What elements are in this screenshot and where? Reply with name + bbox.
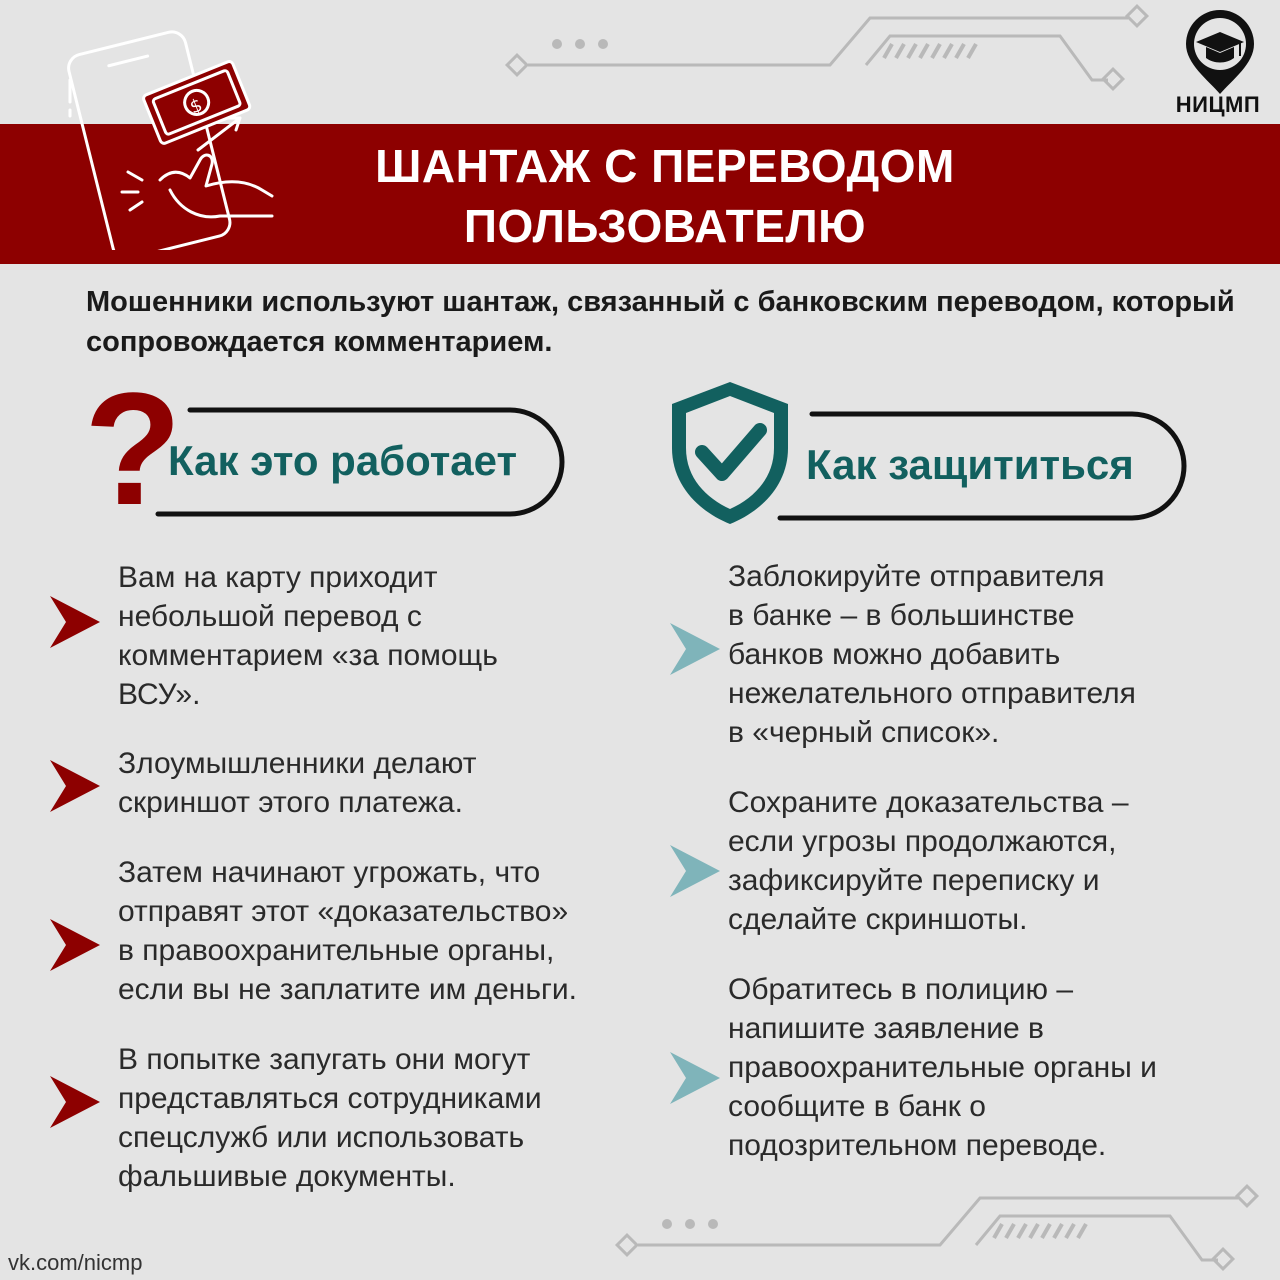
phone-money-transfer-icon: [50, 20, 280, 250]
left-item-1-line-4: ВСУ».: [118, 678, 201, 711]
right-item-3-line-3: правоохранительные органы и: [728, 1051, 1157, 1084]
left-item-3-line-4: если вы не заплатите им деньги.: [118, 973, 577, 1006]
right-item-1-line-4: нежелательного отправителя: [728, 677, 1136, 710]
logo-text: НИЦМП: [1175, 92, 1261, 117]
graduation-cap-pin-icon: [1180, 6, 1260, 98]
chevron-right-red-icon: [50, 596, 100, 648]
right-item-2-line-1: Сохраните доказательства –: [728, 786, 1129, 819]
left-item-1-line-3: комментарием «за помощь: [118, 639, 498, 672]
right-item-2-line-2: если угрозы продолжаются,: [728, 825, 1117, 858]
shield-check-icon: [666, 378, 794, 528]
left-item-1-line-2: небольшой перевод с: [118, 600, 422, 633]
chevron-right-teal-icon: [670, 845, 720, 897]
right-column-heading: Как защититься: [806, 441, 1134, 488]
right-item-3-line-1: Обратитесь в полицию –: [728, 973, 1074, 1006]
left-item-3-line-3: в правоохранительные органы,: [118, 934, 555, 967]
title-line-1: ШАНТАЖ С ПЕРЕВОДОМ: [375, 140, 955, 192]
left-column-heading: Как это работает: [168, 437, 518, 484]
right-item-1-line-5: в «черный список».: [728, 716, 1000, 749]
svg-text:?: ?: [84, 374, 182, 522]
chevron-right-red-icon: [50, 919, 100, 971]
left-item-1-line-1: Вам на карту приходит: [118, 561, 438, 594]
circuit-decoration-top: [500, 0, 1160, 100]
svg-text:$: $: [187, 94, 206, 119]
footer-link[interactable]: vk.com/nicmp: [8, 1250, 143, 1275]
chevron-right-teal-icon: [670, 623, 720, 675]
title-line-2: ПОЛЬЗОВАТЕЛЮ: [463, 200, 867, 252]
right-item-3-line-4: сообщите в банк о: [728, 1090, 986, 1123]
page-title: [290, 136, 1040, 256]
left-item-4-line-4: фальшивые документы.: [118, 1160, 456, 1193]
intro-text: Мошенники используют шантаж, связанный с банковским переводом, который сопровождается комментарием.: [86, 286, 1235, 358]
chevron-right-red-icon: [50, 1076, 100, 1128]
circuit-decoration-bottom: [610, 1180, 1280, 1280]
right-item-2-line-4: сделайте скриншоты.: [728, 903, 1028, 936]
chevron-right-red-icon: [50, 760, 100, 812]
right-item-3-line-2: напишите заявление в: [728, 1012, 1044, 1045]
right-item-2-line-3: зафиксируйте переписку и: [728, 864, 1100, 897]
left-item-4-line-3: спецслужб или использовать: [118, 1121, 525, 1154]
left-item-4-line-1: В попытке запугать они могут: [118, 1043, 531, 1076]
left-item-3-line-2: отправят этот «доказательство»: [118, 895, 569, 928]
right-item-1-line-1: Заблокируйте отправителя: [728, 560, 1105, 593]
left-item-3-line-1: Затем начинают угрожать, что: [118, 856, 541, 889]
chevron-right-teal-icon: [670, 1052, 720, 1104]
right-item-3-line-5: подозрительном переводе.: [728, 1129, 1107, 1162]
right-item-1-line-2: в банке – в большинстве: [728, 599, 1075, 632]
right-item-1-line-3: банков можно добавить: [728, 638, 1061, 671]
left-item-4-line-2: представляться сотрудниками: [118, 1082, 542, 1115]
left-item-2-line-1: Злоумышленники делают: [118, 747, 477, 780]
left-item-2-line-2: скриншот этого платежа.: [118, 786, 463, 819]
